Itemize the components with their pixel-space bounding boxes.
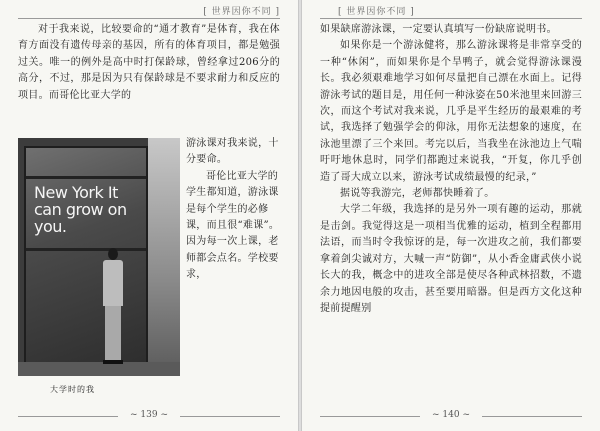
folio-rule xyxy=(180,416,280,417)
folio-rule xyxy=(482,416,582,417)
photo-building-panel xyxy=(148,138,180,376)
left-paragraph-2: 游泳课对我来说，十分要命。 xyxy=(186,138,279,166)
person-shoes xyxy=(103,360,123,364)
window-bar xyxy=(26,248,146,251)
page-number-left: ~ 139 ~ xyxy=(130,410,168,420)
left-page xyxy=(0,0,298,431)
right-paragraph-2: 如果你是一个游泳健将，那么游泳课将是非常享受的一种“休闲”，而如果你是个旱鸭子，就会觉得游泳课漫长。我必须艰难地学习如何尽量把自己漂在水面上。记得游泳考试的题目是，用任何一种泳姿在50米池里来回游三次，而这个考试对我来说，几乎是平生经历的最艰难的考试，我选择了勉强学会的仰泳，用你无法想象的速度，在泳池里漂了三个来回。考完以后，当我坐在泳池边上气喘吁吁地休息时，同学们都跑过来说我，“开复，你几乎创造了哥大成立以来，游泳考试成绩最慢的纪录，” xyxy=(320,40,582,183)
right-paragraph-3: 据说等我游完，老师都快睡着了。 xyxy=(340,188,495,200)
photo-caption: 大学时的我 xyxy=(50,385,95,394)
right-paragraph-4: 大学二年级，我选择的是另外一项有趣的运动，那就是击剑。我觉得这是一项相当优雅的运动，植到全程都用法语，而当时令我惊讶的是，每一次进攻之前，我们都要拿着剑尖诚对方，大喊一声“防御”，从小香金庸武侠小说长大的我，概念中的进攻全部是使尽各种武林招数，不遗余力地因电般的攻击，甚至要用暗器。但是西方文化这种提前提醒别 xyxy=(320,204,582,314)
right-body xyxy=(320,22,582,317)
header-rule-right xyxy=(320,18,582,19)
running-header-right: [ 世界因你不同 ] xyxy=(338,7,415,17)
folio-rule xyxy=(18,416,118,417)
window-bar xyxy=(26,176,146,179)
right-paragraph-1: 如果缺席游泳课，一定要认真填写一份缺席说明书。 xyxy=(320,24,557,35)
running-header-left: [ 世界因你不同 ] xyxy=(203,7,280,17)
folio-rule xyxy=(320,416,420,417)
poster-text: New York It can grow on you. xyxy=(34,183,127,236)
left-body-side xyxy=(186,136,280,284)
left-paragraph-3: 哥伦比亚大学的学生都知道，游泳课是每个学生的必修课，而且很“难课”。因为每一次上课，老师都会点名。学校要求， xyxy=(186,170,280,281)
person-figure xyxy=(100,248,126,366)
photo-ground xyxy=(18,362,180,376)
page-number-right: ~ 140 ~ xyxy=(432,410,470,420)
person-head xyxy=(108,248,118,260)
photo-student-in-new-york xyxy=(18,138,180,376)
photo-window xyxy=(24,146,148,364)
person-legs xyxy=(105,306,121,362)
header-rule-left xyxy=(18,18,280,19)
left-paragraph-1: 对于我来说，比较要命的“通才教育”是体育，我在体育方面没有遗传母亲的基因，所有的体育项目，都是勉强过关。唯一的例外是高中时打保龄球，曾经拿过206分的高分，不过，那是因为只有保龄球是不要求耐力和反应的项目。而哥伦比亚大学的 xyxy=(18,24,280,101)
right-page xyxy=(302,0,600,431)
left-body-top xyxy=(18,22,280,104)
person-torso xyxy=(103,260,123,306)
